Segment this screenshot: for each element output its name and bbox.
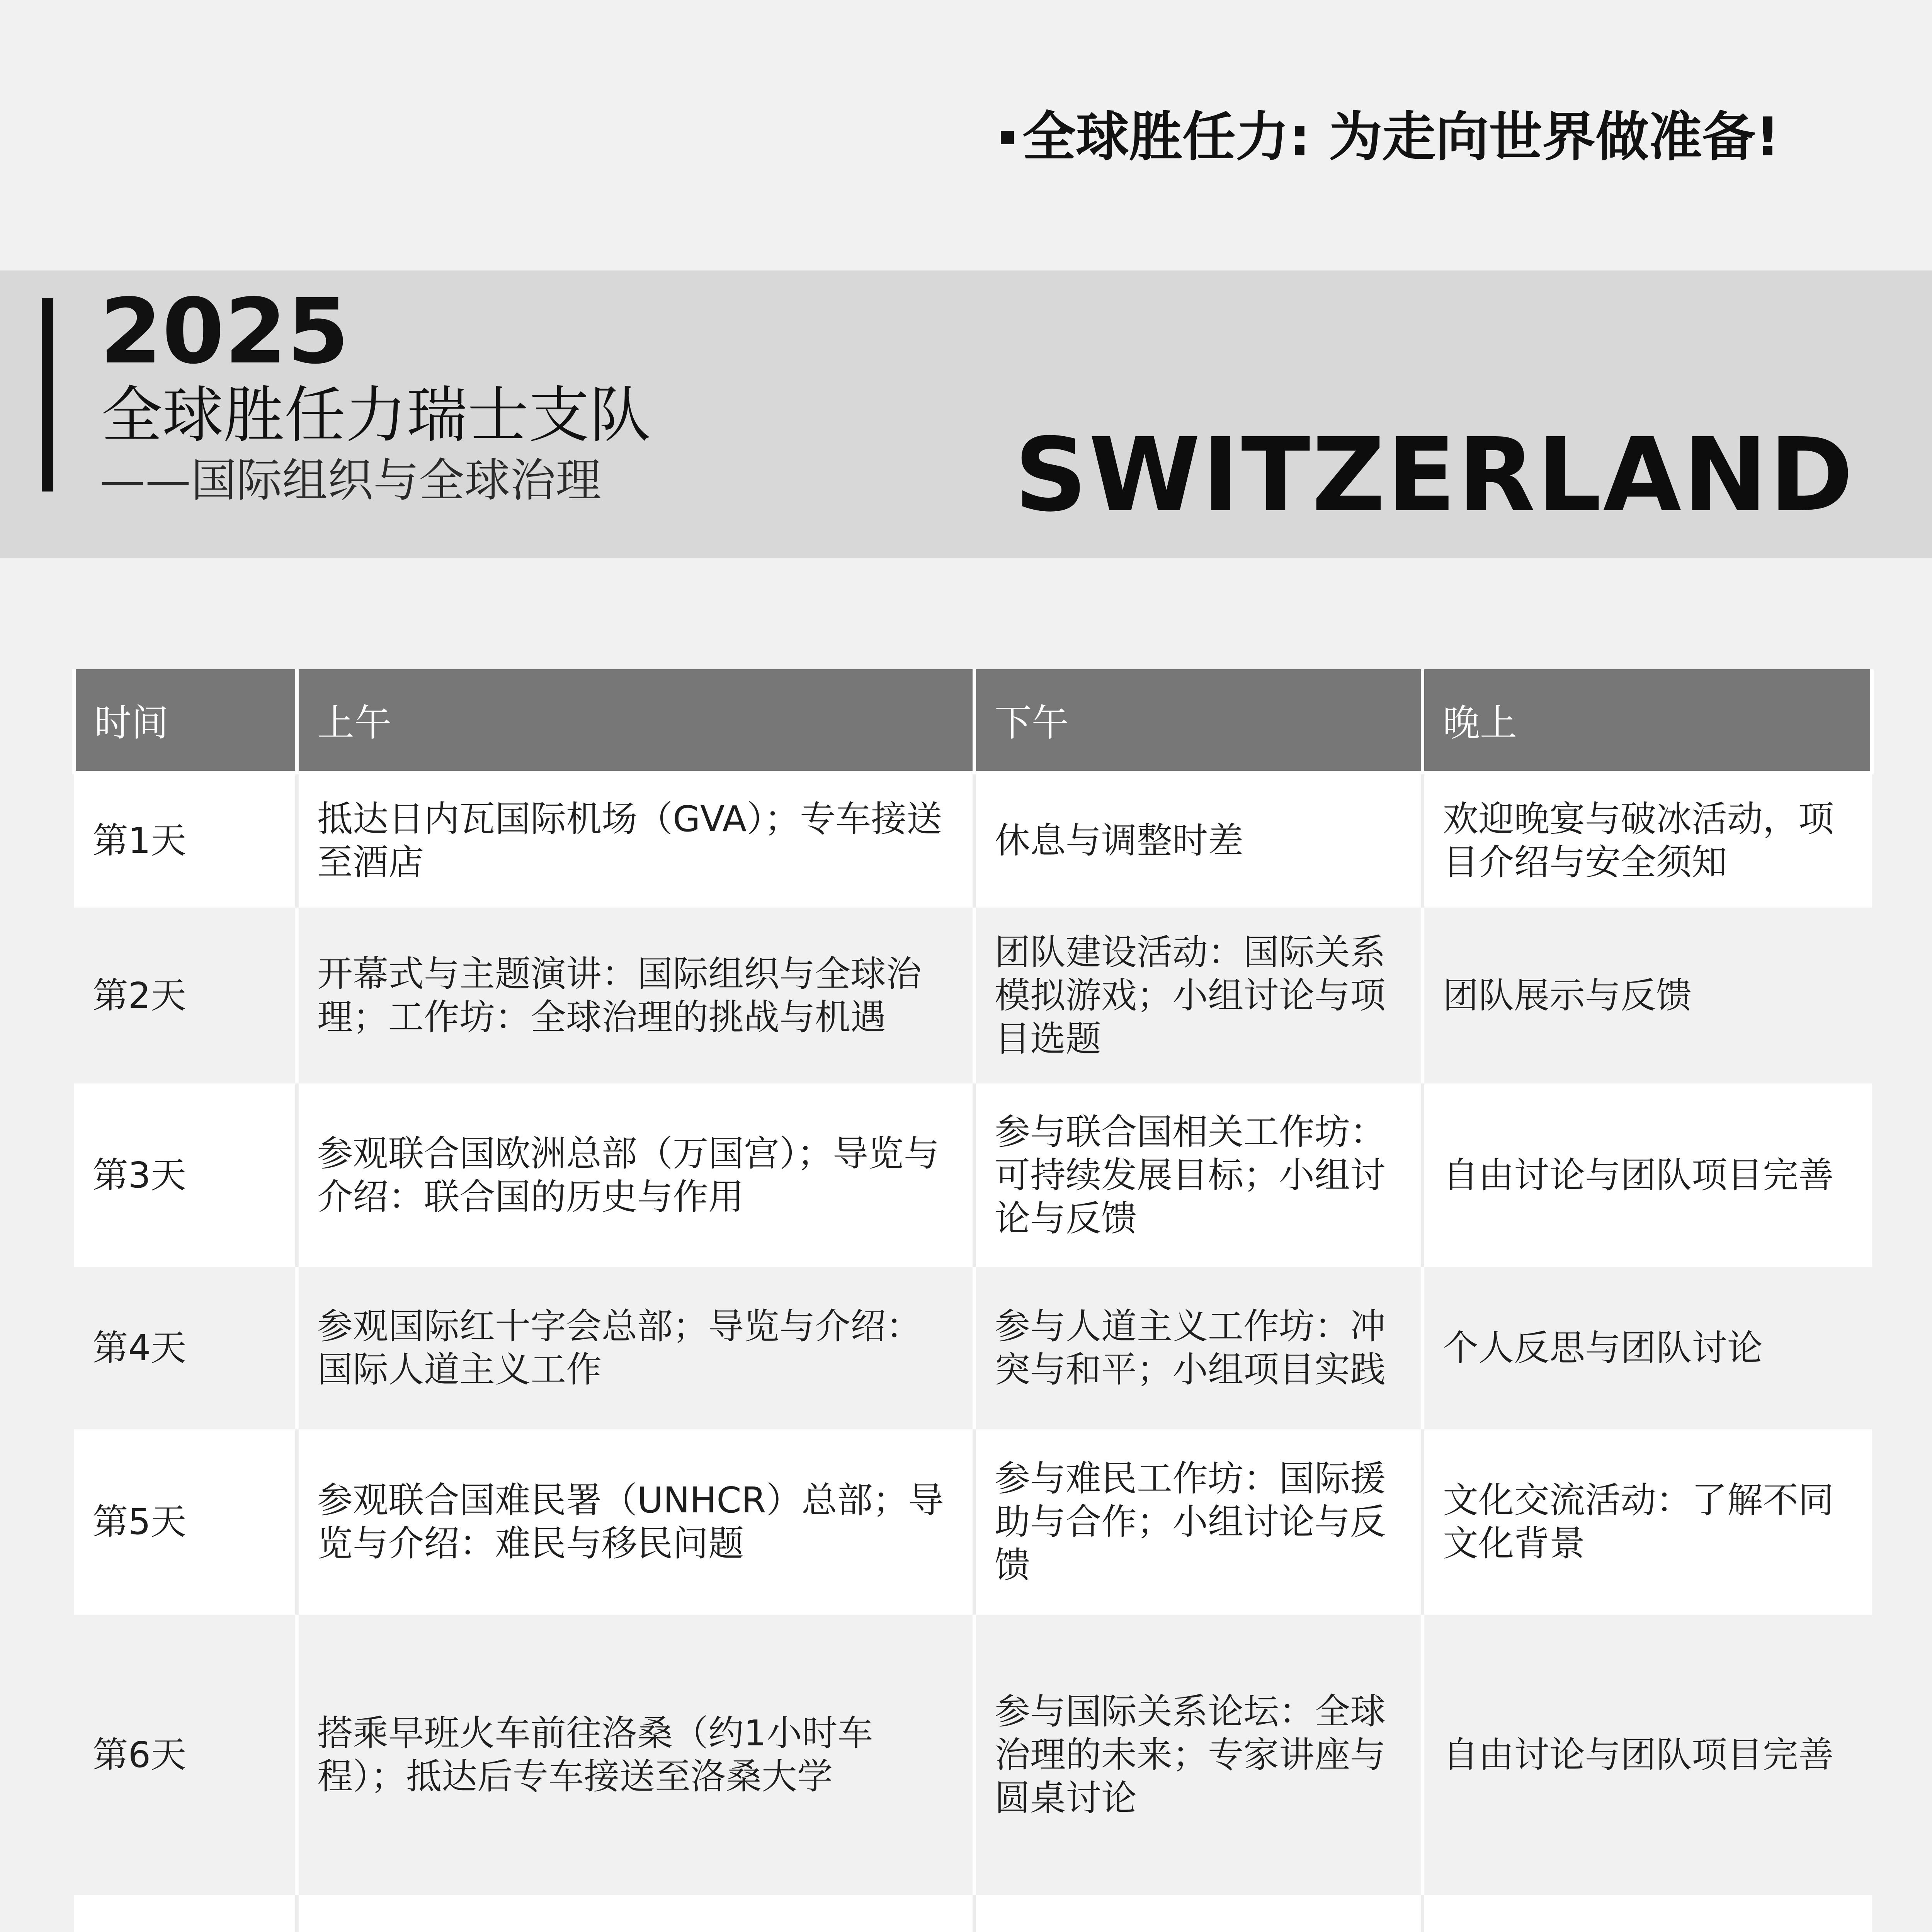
morning-cell: 参观联合国欧洲总部（万国宫）；导览与介绍：联合国的历史与作用 xyxy=(297,1083,975,1267)
evening-cell: 自由讨论与团队项目完善 xyxy=(1423,1083,1872,1267)
day-cell: 第6天 xyxy=(74,1615,297,1895)
day-cell: 第2天 xyxy=(74,908,297,1083)
morning-cell: 开幕式与主题演讲：国际组织与全球治理；工作坊：全球治理的挑战与机遇 xyxy=(297,908,975,1083)
bullet-icon xyxy=(1001,131,1014,144)
table-row xyxy=(74,772,1872,908)
header-evening: 晚上 xyxy=(1423,669,1872,772)
banner-title: 全球胜任力瑞士支队 xyxy=(101,380,651,451)
evening-cell: 团队展示与反馈 xyxy=(1423,908,1872,1083)
header-time: 时间 xyxy=(74,669,297,772)
table-row xyxy=(74,1083,1872,1267)
table-row xyxy=(74,1895,1872,1932)
afternoon-cell: 休息与调整时差 xyxy=(975,772,1423,908)
title-banner xyxy=(0,270,1932,558)
table-row xyxy=(74,1615,1872,1895)
header-afternoon: 下午 xyxy=(975,669,1423,772)
evening-cell: 文化交流活动：了解不同文化背景 xyxy=(1423,1429,1872,1615)
evening-cell xyxy=(1423,1895,1872,1932)
morning-cell: 抵达日内瓦国际机场（GVA）；专车接送至酒店 xyxy=(297,772,975,908)
afternoon-cell: 参与国际关系论坛：全球治理的未来；专家讲座与圆桌讨论 xyxy=(975,1615,1423,1895)
header-morning: 上午 xyxy=(297,669,975,772)
day-cell: 第5天 xyxy=(74,1429,297,1615)
day-cell: 第4天 xyxy=(74,1267,297,1429)
tagline xyxy=(1001,99,1889,176)
table-header-row xyxy=(74,669,1872,772)
afternoon-cell: 参与联合国相关工作坊：可持续发展目标；小组讨论与反馈 xyxy=(975,1083,1423,1267)
day-cell: 第3天 xyxy=(74,1083,297,1267)
afternoon-cell: 团队建设活动：国际关系模拟游戏；小组讨论与项目选题 xyxy=(975,908,1423,1083)
morning-cell: 搭乘早班火车前往洛桑（约1小时车程）；抵达后专车接送至洛桑大学 xyxy=(297,1615,975,1895)
evening-cell: 欢迎晚宴与破冰活动，项目介绍与安全须知 xyxy=(1423,772,1872,908)
morning-cell: 参观国际红十字会总部；导览与介绍：国际人道主义工作 xyxy=(297,1267,975,1429)
banner-subtitle: ——国际组织与全球治理 xyxy=(100,454,602,507)
evening-cell: 个人反思与团队讨论 xyxy=(1423,1267,1872,1429)
morning-cell: 参观联合国难民署（UNHCR）总部；导览与介绍：难民与移民问题 xyxy=(297,1429,975,1615)
banner-year: 2025 xyxy=(100,279,349,384)
tagline-text: 全球胜任力: 为走向世界做准备! xyxy=(1022,106,1780,168)
accent-bar xyxy=(42,298,53,492)
afternoon-cell: 参与难民工作坊：国际援助与合作；小组讨论与反馈 xyxy=(975,1429,1423,1615)
table-row xyxy=(74,908,1872,1083)
evening-cell: 自由讨论与团队项目完善 xyxy=(1423,1615,1872,1895)
banner-country: SWITZERLAND xyxy=(1014,416,1855,534)
table-row xyxy=(74,1267,1872,1429)
day-cell: 第1天 xyxy=(74,772,297,908)
afternoon-cell xyxy=(975,1895,1423,1932)
afternoon-cell: 参与人道主义工作坊：冲突与和平；小组项目实践 xyxy=(975,1267,1423,1429)
table-row xyxy=(74,1429,1872,1615)
day-cell xyxy=(74,1895,297,1932)
morning-cell xyxy=(297,1895,975,1932)
itinerary-table xyxy=(72,669,1874,1932)
